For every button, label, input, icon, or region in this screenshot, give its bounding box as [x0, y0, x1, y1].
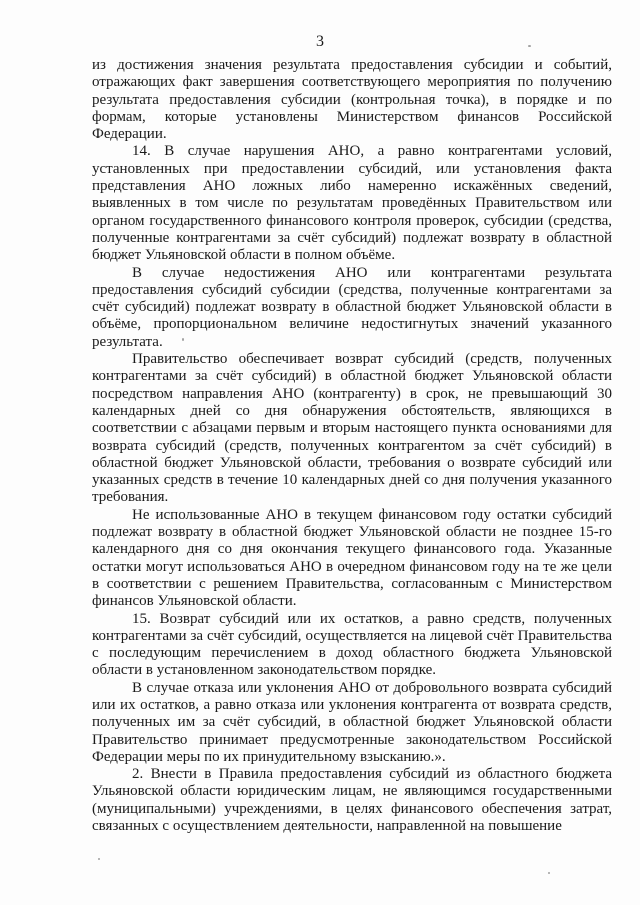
- scan-speck: [98, 858, 100, 860]
- scan-speck: [182, 338, 184, 341]
- scan-speck: [548, 872, 550, 874]
- scan-speck: [528, 45, 531, 47]
- paragraph-item-15: 15. Возврат субсидий или их остатков, а равно средств, полученных контрагентами за счёт субсидий, осуществляется на лицевой счёт Правительства с последующим перечислением в доход областного бюджета Ульяновской области в установленном законодательством порядке.: [92, 610, 612, 679]
- paragraph-item-14: 14. В случае нарушения АНО, а равно контрагентами условий, установленных при предоставлении субсидий, или установления факта представления АНО ложных либо намеренно искажённых сведений, выявленных в том числе по результатам проведённых Правительством или органом государственного финансового контроля проверок, субсидии (средства, полученные контрагентами за счёт субсидий) подлежат возврату в областной бюджет Ульяновской области в полном объёме.: [92, 143, 612, 264]
- paragraph-item-2: 2. Внести в Правила предоставления субсидий из областного бюджета Ульяновской области юридическим лицам, не являющимся государственными (муниципальными) учреждениями, в целях финансового обеспечения затрат, связанных с осуществлением деятельности, направленной на повышение: [92, 766, 612, 835]
- paragraph-non-achievement: В случае недостижения АНО или контрагентами результата предоставления субсидий субсидии (средства, полученные контрагентами за счёт субсидий) подлежат возврату в областной бюджет Ульяновской области в объёме, пропорциональном величине недостигнутых значений указанного результата.: [92, 264, 612, 350]
- document-body: [92, 57, 612, 835]
- page-number: 3: [316, 33, 324, 50]
- paragraph-government-return: Правительство обеспечивает возврат субсидий (средств, полученных контрагентами за счёт субсидий) в областной бюджет Ульяновской области посредством направления АНО (контрагенту) в срок, не превышающий 30 календарных дней со дня обнаружения обстоятельств, являющихся в соответствии с абзацами первым и вторым настоящего пункта основаниями для возврата субсидий (средств, полученных контрагентом за счёт субсидий) в областной бюджет Ульяновской области, требования о возврате субсидий или указанных средств в течение 10 календарных дней со дня получения указанного требования.: [92, 351, 612, 506]
- paragraph-unused-remainders: Не использованные АНО в текущем финансовом году остатки субсидий подлежат возврату в областной бюджет Ульяновской области не позднее 15-го календарного дня со дня окончания текущего финансового года. Указанные остатки могут использоваться АНО в очередном финансовом году на те же цели в соответствии с решением Правительства, согласованным с Министерством финансов Ульяновской области.: [92, 506, 612, 610]
- paragraph-continuation: из достижения значения результата предоставления субсидии и событий, отражающих факт завершения соответствующего мероприятия по получению результата предоставления субсидии (контрольная точка), в порядке и по формам, которые установлены Министерством финансов Российской Федерации.: [92, 57, 612, 143]
- paragraph-refusal: В случае отказа или уклонения АНО от добровольного возврата субсидий или их остатков, а равно отказа или уклонения контрагента от возврата средств, полученных им за счёт субсидий, в областной бюджет Ульяновской области Правительство принимает предусмотренные законодательством Российской Федерации меры по их принудительному взысканию.».: [92, 679, 612, 765]
